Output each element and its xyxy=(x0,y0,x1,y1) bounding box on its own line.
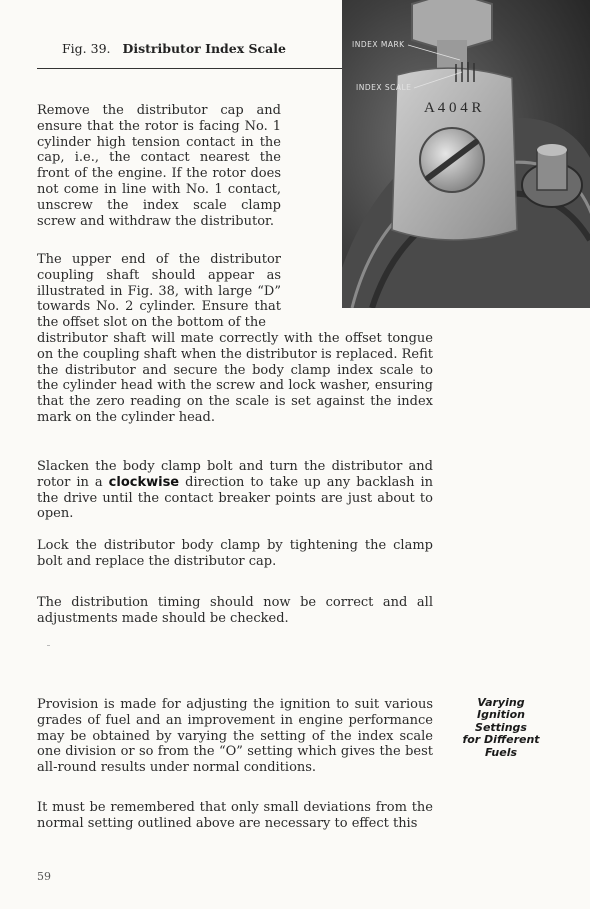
paragraph-slacken-bolt xyxy=(37,459,433,522)
figure-number: Fig. 39. xyxy=(62,41,111,56)
paragraph-small-deviations: It must be remembered that only small deviations from the normal setting outlined above are necessary to effect this xyxy=(37,800,433,831)
paragraph-timing-check: The distribution timing should now be correct and all adjustments made should be checked. xyxy=(37,595,433,626)
paragraph-coupling-shaft-wide: distributor shaft will mate correctly with the offset tongue on the coupling shaft when the distributor is replaced. Refit the distributor and secure the body clamp index scale to the cylinder head with the screw and lock washer, ensuring that the zero reading on the scale is set against the index mark on the cylinder head. xyxy=(37,330,433,425)
index-scale-label: INDEX SCALE xyxy=(356,83,412,92)
paragraph-remove-cap: Remove the distributor cap and ensure that the rotor is facing No. 1 cylinder high tension contact in the cap, i.e., the contact nearest the front of the engine. If the rotor does not come in line with No. 1 contact, unscrew the index scale clamp screw and withdraw the distributor. xyxy=(37,103,281,229)
index-mark-label: INDEX MARK xyxy=(352,40,405,49)
side-heading: Varying Ignition Settings for Different Fuels xyxy=(462,696,540,759)
clockwise-emphasis: clockwise xyxy=(108,474,180,490)
print-speck xyxy=(47,645,50,646)
scale-markings: A 4 0 4 R xyxy=(424,100,482,116)
paragraph-coupling-shaft xyxy=(37,252,433,426)
caption-rule xyxy=(37,68,343,69)
paragraph-coupling-shaft-narrow: The upper end of the distributor coupling shaft should appear as illustrated in Fig. 38, with large “D” towards No. 2 cylinder. Ensure that the offset slot on the bottom of the xyxy=(37,252,281,331)
paragraph-provision: Provision is made for adjusting the ignition to suit various grades of fuel and an improvement in engine performance may be obtained by varying the setting of the index scale one division or so from the “O” setting which gives the best all-round results under normal conditions. xyxy=(37,697,433,776)
paragraph-lock-clamp: Lock the distributor body clamp by tightening the clamp bolt and replace the distributor cap. xyxy=(37,538,433,569)
figure-title: Distributor Index Scale xyxy=(122,41,286,56)
paragraph-slacken-bolt-before: Slacken the body clamp bolt and turn the distributor and rotor in a xyxy=(37,459,433,490)
paragraph-slacken-bolt-after: direction to take up any backlash in the drive until the contact breaker points are just about to open. xyxy=(37,474,433,522)
figure-caption xyxy=(62,41,286,56)
page-number: 59 xyxy=(37,870,51,883)
